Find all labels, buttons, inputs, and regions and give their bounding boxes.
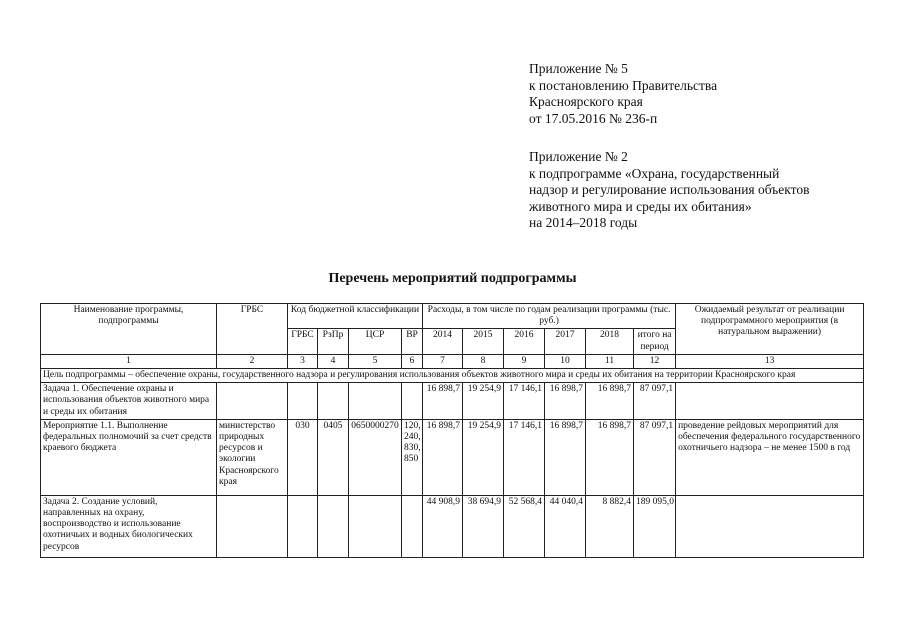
row-vr: 120, 240, 830, 850 bbox=[402, 419, 423, 495]
annex2-line: на 2014–2018 годы bbox=[529, 215, 638, 231]
header-2018: 2018 bbox=[586, 329, 634, 354]
annex-line: Красноярского края bbox=[529, 94, 643, 110]
document-title: Перечень мероприятий подпрограммы bbox=[328, 271, 577, 286]
column-number: 13 bbox=[676, 354, 864, 368]
header-2017: 2017 bbox=[545, 329, 586, 354]
row-name: Задача 2. Создание условий, направленных на охрану, воспроизводство и использование охотничьих и водных биологических ресурсов bbox=[41, 495, 217, 557]
header-2015: 2015 bbox=[463, 329, 504, 354]
annex-line: Приложение № 5 bbox=[529, 61, 628, 76]
table-row bbox=[41, 383, 864, 420]
annex-block bbox=[529, 61, 717, 127]
column-number: 9 bbox=[504, 354, 545, 368]
row-value-2015: 19 254,9 bbox=[463, 419, 504, 495]
row-value-2015: 19 254,9 bbox=[463, 383, 504, 420]
row-rzpr bbox=[318, 495, 349, 557]
column-number: 10 bbox=[545, 354, 586, 368]
column-number: 3 bbox=[288, 354, 318, 368]
row-result bbox=[676, 495, 864, 557]
annex2-block bbox=[529, 149, 810, 232]
row-value-2018: 16 898,7 bbox=[586, 419, 634, 495]
row-value-2016: 17 146,1 bbox=[504, 383, 545, 420]
row-value-2017: 16 898,7 bbox=[545, 383, 586, 420]
column-number: 4 bbox=[318, 354, 349, 368]
row-name: Мероприятие 1.1. Выполнение федеральных полномочий за счет средств краевого бюджета bbox=[41, 419, 217, 495]
header-expenses: Расходы, в том числе по годам реализации программы (тыс. руб.) bbox=[423, 304, 676, 329]
table-row bbox=[41, 495, 864, 557]
row-result: проведение рейдовых мероприятий для обеспечения федерального государственного охотничьего надзора – не менее 1500 в год bbox=[676, 419, 864, 495]
goal-row bbox=[41, 369, 864, 383]
column-number: 6 bbox=[402, 354, 423, 368]
header-vr: ВР bbox=[402, 329, 423, 354]
row-value-2014: 16 898,7 bbox=[423, 383, 463, 420]
column-number: 8 bbox=[463, 354, 504, 368]
row-rzpr: 0405 bbox=[318, 419, 349, 495]
column-number: 1 bbox=[41, 354, 217, 368]
row-csr bbox=[349, 383, 402, 420]
row-csr: 0650000270 bbox=[349, 419, 402, 495]
row-grbs-code bbox=[288, 383, 318, 420]
header-row-1 bbox=[41, 304, 864, 329]
header-rzpr: РзПр bbox=[318, 329, 349, 354]
row-value-2018: 16 898,7 bbox=[586, 383, 634, 420]
row-vr bbox=[402, 383, 423, 420]
column-number-row bbox=[41, 354, 864, 368]
measures-table bbox=[40, 303, 864, 558]
column-number: 12 bbox=[634, 354, 676, 368]
row-value-2017: 44 040,4 bbox=[545, 495, 586, 557]
annex-line: к постановлению Правительства bbox=[529, 77, 718, 93]
header-code: Код бюджетной классификации bbox=[288, 304, 423, 329]
header-total: итого на период bbox=[634, 329, 676, 354]
header-2016: 2016 bbox=[504, 329, 545, 354]
column-number: 7 bbox=[423, 354, 463, 368]
column-number: 11 bbox=[586, 354, 634, 368]
annex-line: от 17.05.2016 № 236-п bbox=[529, 110, 658, 126]
header-grbs-code: ГРБС bbox=[288, 329, 318, 354]
row-value-2016: 17 146,1 bbox=[504, 419, 545, 495]
row-grbs bbox=[217, 495, 288, 557]
row-value-2014: 16 898,7 bbox=[423, 419, 463, 495]
row-grbs-code: 030 bbox=[288, 419, 318, 495]
row-csr bbox=[349, 495, 402, 557]
header-2014: 2014 bbox=[423, 329, 463, 354]
goal-text: Цель подпрограммы – обеспечение охраны, государственного надзора и регулирования использования объектов животного мира и среды их обитания на территории Красноярского края bbox=[41, 369, 864, 383]
row-rzpr bbox=[318, 383, 349, 420]
column-number: 2 bbox=[217, 354, 288, 368]
header-result: Ожидаемый результат от реализации подпрограммного мероприятия (в натуральном выражении) bbox=[676, 304, 864, 355]
header-name: Наименование программы, подпрограммы bbox=[41, 304, 217, 355]
row-value-2018: 8 882,4 bbox=[586, 495, 634, 557]
row-value-2015: 38 694,9 bbox=[463, 495, 504, 557]
annex2-line: Приложение № 2 bbox=[529, 149, 628, 164]
row-grbs bbox=[217, 383, 288, 420]
column-number: 5 bbox=[349, 354, 402, 368]
annex2-line: к подпрограмме «Охрана, государственный bbox=[529, 165, 780, 181]
row-total: 87 097,1 bbox=[634, 383, 676, 420]
row-total: 87 097,1 bbox=[634, 419, 676, 495]
row-value-2016: 52 568,4 bbox=[504, 495, 545, 557]
header-csr: ЦСР bbox=[349, 329, 402, 354]
header-grbs: ГРБС bbox=[217, 304, 288, 355]
row-vr bbox=[402, 495, 423, 557]
row-grbs: министерство природных ресурсов и экологии Красноярского края bbox=[217, 419, 288, 495]
table-row bbox=[41, 419, 864, 495]
row-value-2014: 44 908,9 bbox=[423, 495, 463, 557]
row-total: 189 095,0 bbox=[634, 495, 676, 557]
annex2-line: надзор и регулирование использования объектов bbox=[529, 182, 810, 198]
row-grbs-code bbox=[288, 495, 318, 557]
row-value-2017: 16 898,7 bbox=[545, 419, 586, 495]
row-name: Задача 1. Обеспечение охраны и использования объектов животного мира и среды их обитания bbox=[41, 383, 217, 420]
annex2-line: животного мира и среды их обитания» bbox=[529, 198, 752, 214]
row-result bbox=[676, 383, 864, 420]
